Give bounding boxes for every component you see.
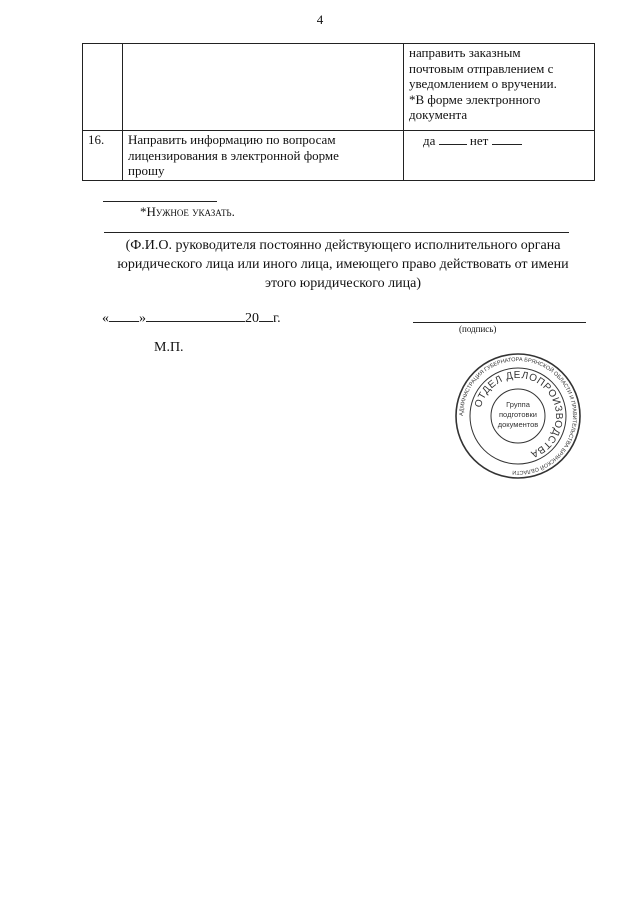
question-cell bbox=[123, 44, 404, 131]
year-prefix: 20 bbox=[245, 311, 259, 326]
no-label: нет bbox=[469, 133, 489, 148]
table-row bbox=[83, 131, 595, 181]
answer-line: *В форме электронного bbox=[409, 91, 541, 107]
year-suffix: г. bbox=[273, 311, 281, 326]
answer-cell bbox=[404, 131, 595, 181]
footnote bbox=[140, 204, 235, 220]
answer-cell bbox=[404, 44, 595, 131]
footnote-text: Нужное указать. bbox=[146, 204, 235, 219]
fio-caption-line: (Ф.И.О. руководителя постоянно действующего исполнительного органа bbox=[125, 238, 561, 253]
stamp-outer-text: АДМИНИСТРАЦИЯ ГУБЕРНАТОРА БРЯНСКОЙ ОБЛАСТИ И ПРАВИТЕЛЬСТВА БРЯНСКОЙ ОБЛАСТИ bbox=[458, 356, 578, 476]
stamp-center-line: подготовки bbox=[499, 410, 537, 419]
answer-line: уведомлением о вручении. bbox=[409, 76, 557, 91]
page-number: 4 bbox=[316, 12, 324, 27]
footnote-divider bbox=[103, 201, 217, 202]
answer-line: почтовым отправлением с bbox=[409, 60, 554, 76]
month-blank[interactable] bbox=[146, 309, 245, 322]
answer-line: документа bbox=[409, 107, 468, 122]
yes-blank[interactable] bbox=[439, 132, 467, 145]
yes-label: да bbox=[423, 133, 436, 148]
day-blank[interactable] bbox=[109, 309, 139, 322]
stamp-place-label: М.П. bbox=[154, 340, 184, 355]
signature-label: (подпись) bbox=[459, 324, 497, 334]
question-line: прошу bbox=[128, 163, 165, 178]
date-close-quote: » bbox=[139, 311, 146, 326]
stamp-ring-text: ОТДЕЛ ДЕЛОПРОИЗВОДСТВА bbox=[473, 369, 565, 460]
row-number-cell: 16. bbox=[83, 131, 123, 181]
date-open-quote: « bbox=[102, 311, 109, 326]
fio-blank-line[interactable] bbox=[104, 232, 569, 233]
stamp-center-line: Группа bbox=[506, 400, 530, 409]
question-line: лицензирования в электронной форме bbox=[128, 147, 339, 163]
question-line: Направить информацию по вопросам bbox=[128, 132, 336, 147]
office-stamp bbox=[454, 352, 582, 480]
signature-line[interactable] bbox=[413, 322, 586, 323]
footnote-star: * bbox=[140, 204, 147, 219]
yes-no-choice bbox=[409, 132, 589, 149]
fio-caption-line: этого юридического лица) bbox=[264, 276, 422, 291]
fio-caption bbox=[96, 236, 590, 293]
answer-line: направить заказным bbox=[409, 45, 521, 60]
stamp-center-line: документов bbox=[497, 420, 539, 429]
date-line bbox=[102, 309, 281, 327]
year-blank[interactable] bbox=[259, 309, 273, 322]
row-number-cell bbox=[83, 44, 123, 131]
table-row bbox=[83, 44, 595, 131]
no-blank[interactable] bbox=[492, 132, 522, 145]
fio-caption-line: юридического лица или иного лица, имеющего право действовать от имени bbox=[117, 257, 569, 272]
application-table bbox=[82, 43, 595, 181]
question-cell bbox=[123, 131, 404, 181]
